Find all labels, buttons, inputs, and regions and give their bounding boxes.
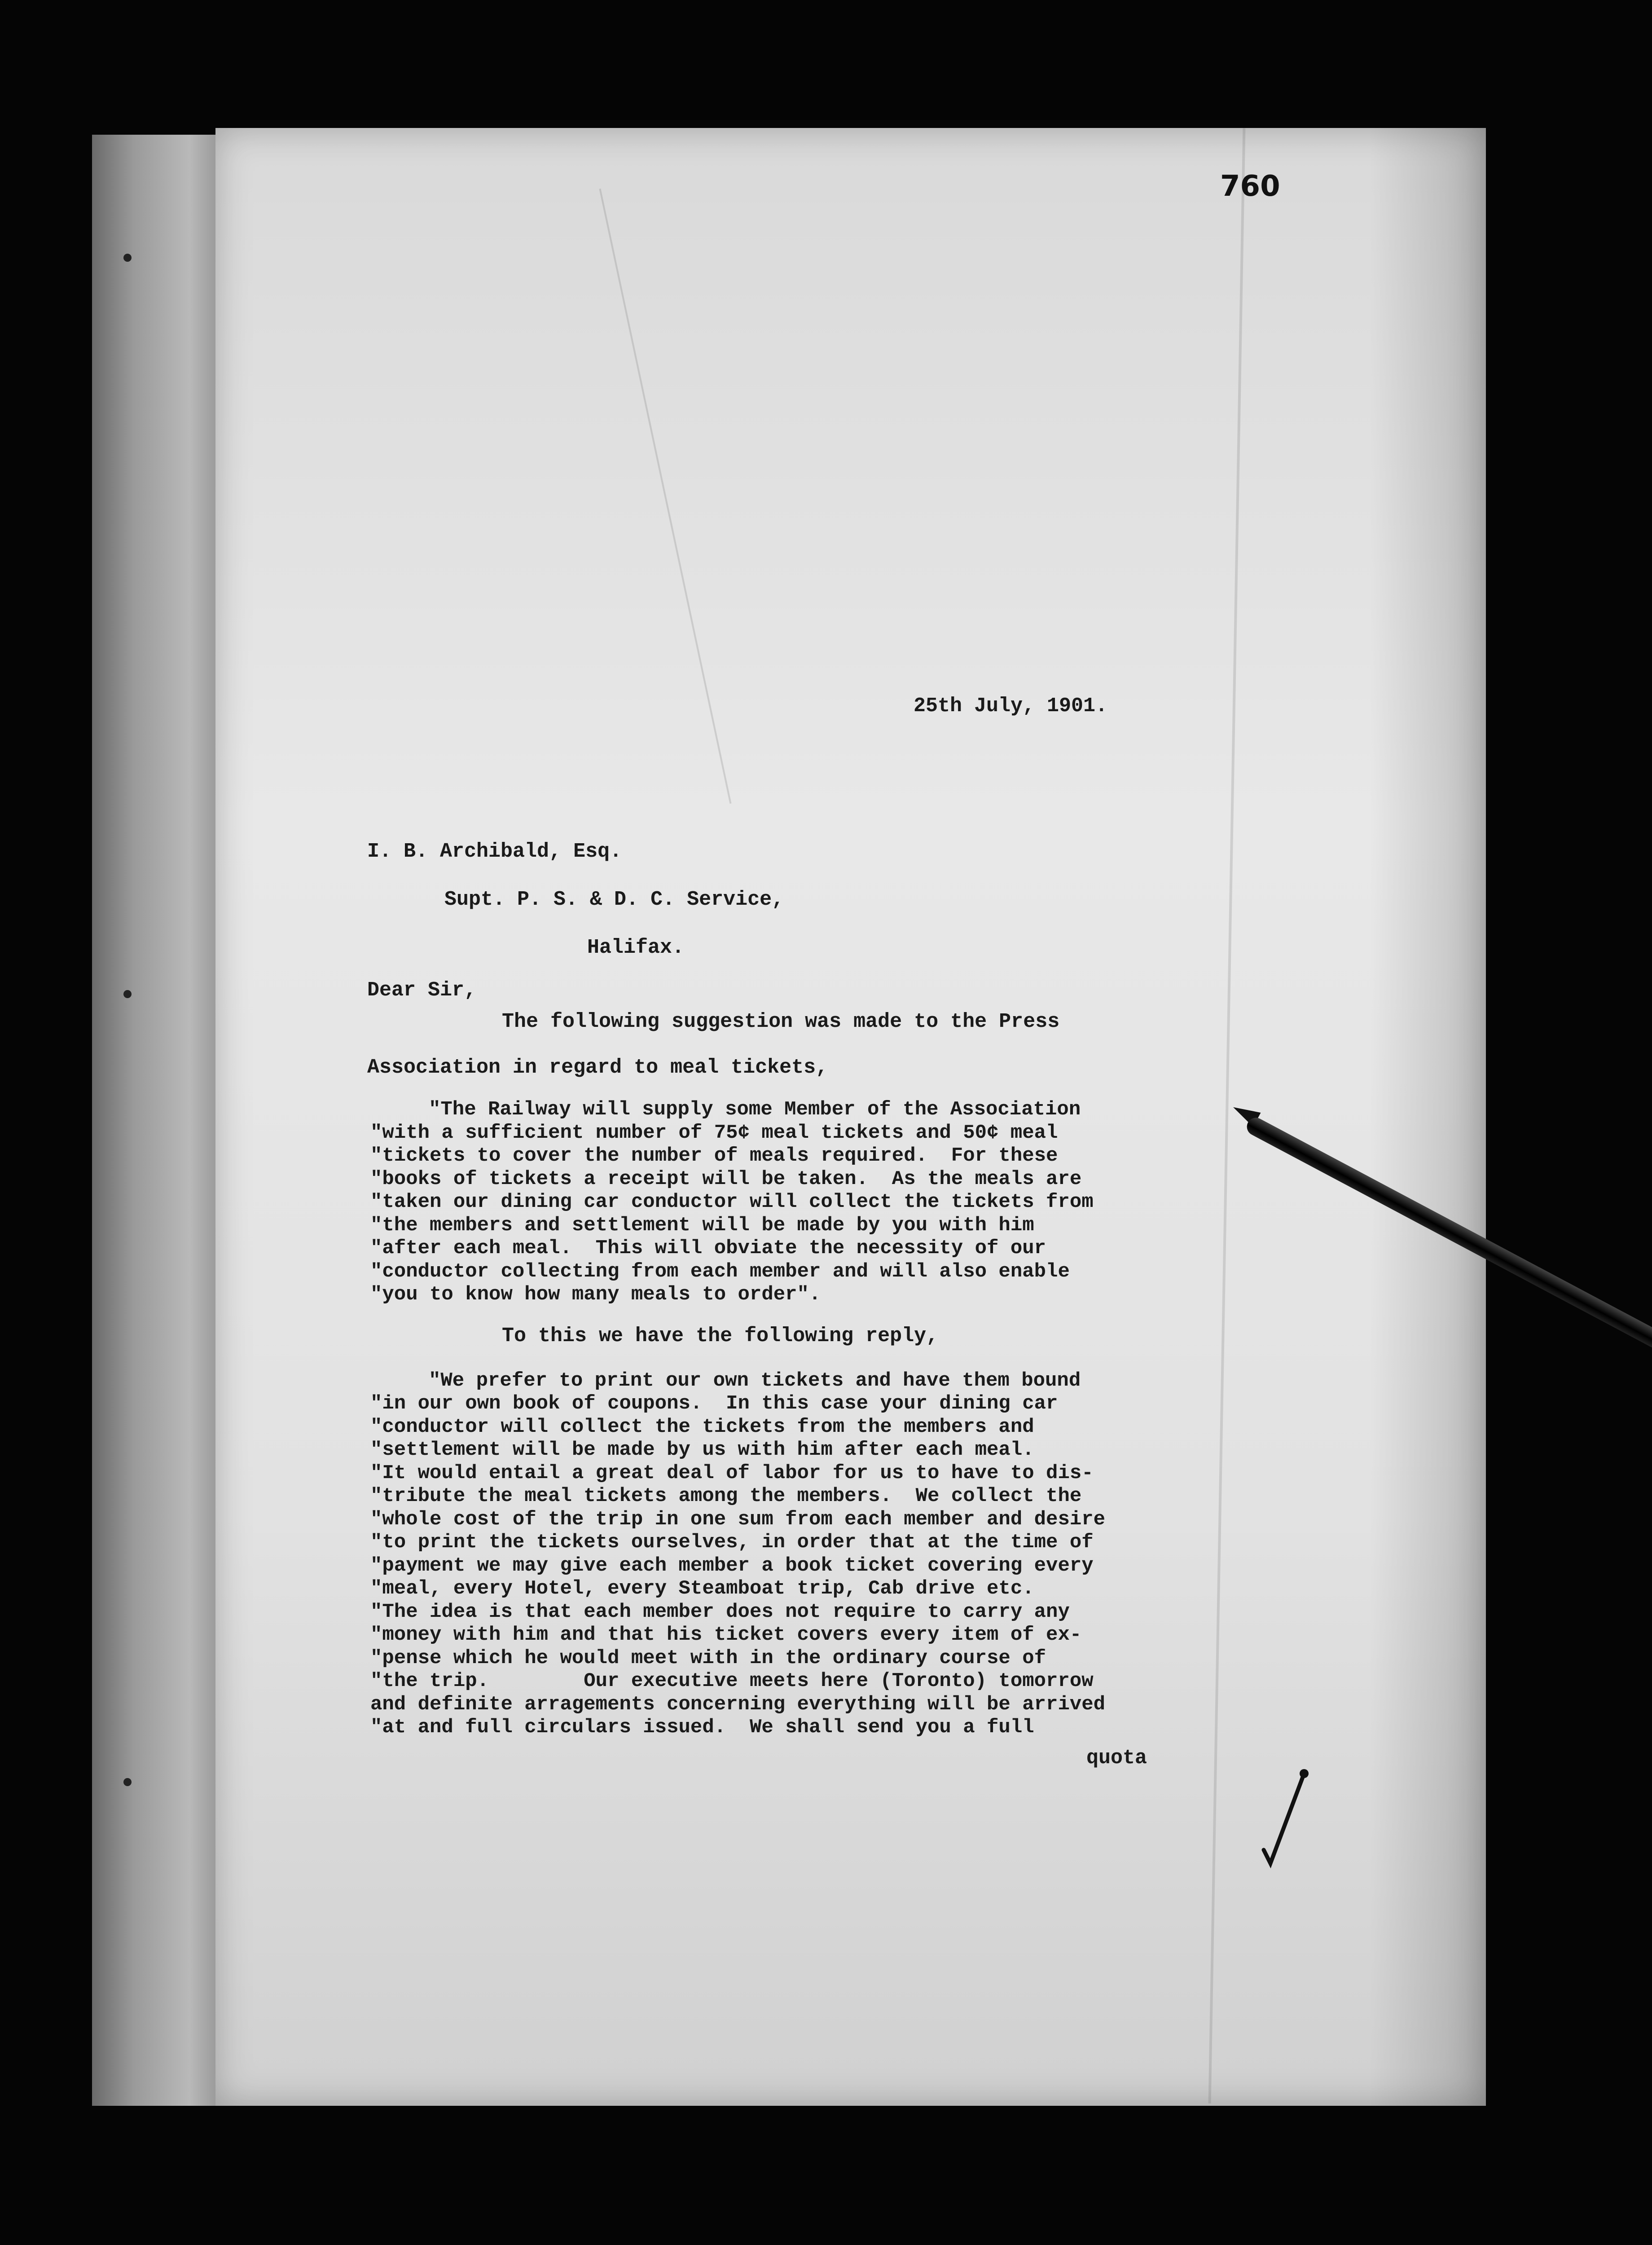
quote-1-line: "taken our dining car conductor will collect the tickets from <box>370 1191 1094 1213</box>
paper-crease <box>599 189 732 804</box>
check-mark-icon <box>1261 1765 1315 1872</box>
quote-2-line: "meal, every Hotel, every Steamboat trip, Cab drive etc. <box>370 1577 1034 1600</box>
quote-2-line: "It would entail a great deal of labor for us to have to dis- <box>370 1462 1094 1484</box>
reply-intro: To this we have the following reply, <box>502 1325 939 1347</box>
quote-2-line: "tribute the meal tickets among the members. We collect the <box>370 1485 1082 1507</box>
quote-1-line: "tickets to cover the number of meals required. For these <box>370 1145 1058 1167</box>
catchword: quota <box>1086 1747 1147 1770</box>
edge-hole <box>123 254 132 262</box>
quote-2-line: "We prefer to print our own tickets and have them bound <box>429 1369 1081 1392</box>
adjacent-page-edge <box>92 135 231 2106</box>
quote-2-line: "to print the tickets ourselves, in order that at the time of <box>370 1531 1094 1554</box>
recipient-name: I. B. Archibald, Esq. <box>367 840 622 863</box>
quote-2-line: "settlement will be made by us with him after each meal. <box>370 1439 1034 1461</box>
quote-1-line: "you to know how many meals to order". <box>370 1283 821 1306</box>
quote-2-line: "The idea is that each member does not require to carry any <box>370 1601 1070 1623</box>
quote-2-line: "payment we may give each member a book ticket covering every <box>370 1554 1094 1577</box>
quote-1-line: "the members and settlement will be made by you with him <box>370 1214 1034 1237</box>
quote-2-line: "money with him and that his ticket covers every item of ex- <box>370 1624 1082 1646</box>
page-shading <box>1369 128 1486 2106</box>
quote-2-line: "pense which he would meet with in the ordinary course of <box>370 1647 1046 1669</box>
recipient-title: Supt. P. S. & D. C. Service, <box>444 888 784 911</box>
quote-2-line: "whole cost of the trip in one sum from each member and desire <box>370 1508 1106 1531</box>
quote-2-line: "in our own book of coupons. In this case your dining car <box>370 1392 1058 1415</box>
letter-date: 25th July, 1901. <box>914 695 1108 718</box>
quote-1-line: "The Railway will supply some Member of the Association <box>429 1098 1081 1121</box>
edge-hole <box>123 990 132 998</box>
quote-1-line: "with a sufficient number of 75¢ meal tickets and 50¢ meal <box>370 1122 1058 1144</box>
quote-2-line: and definite arragements concerning everything will be arrived <box>370 1693 1106 1716</box>
intro-line: The following suggestion was made to the Press <box>502 1010 1060 1033</box>
intro-line: Association in regard to meal tickets, <box>367 1056 828 1079</box>
salutation: Dear Sir, <box>367 979 477 1002</box>
recipient-city: Halifax. <box>587 936 685 959</box>
quote-1-line: "books of tickets a receipt will be taken. As the meals are <box>370 1168 1082 1190</box>
edge-hole <box>123 1778 132 1786</box>
quote-2-line: "the trip. Our executive meets here (Toronto) tomorrow <box>370 1670 1094 1692</box>
quote-2-line: "at and full circulars issued. We shall send you a full <box>370 1716 1034 1739</box>
quote-2-line: "conductor will collect the tickets from the members and <box>370 1416 1034 1438</box>
page-number: 760 <box>1220 170 1280 203</box>
quote-1-line: "after each meal. This will obviate the necessity of our <box>370 1237 1046 1259</box>
quote-1-line: "conductor collecting from each member and will also enable <box>370 1260 1070 1283</box>
